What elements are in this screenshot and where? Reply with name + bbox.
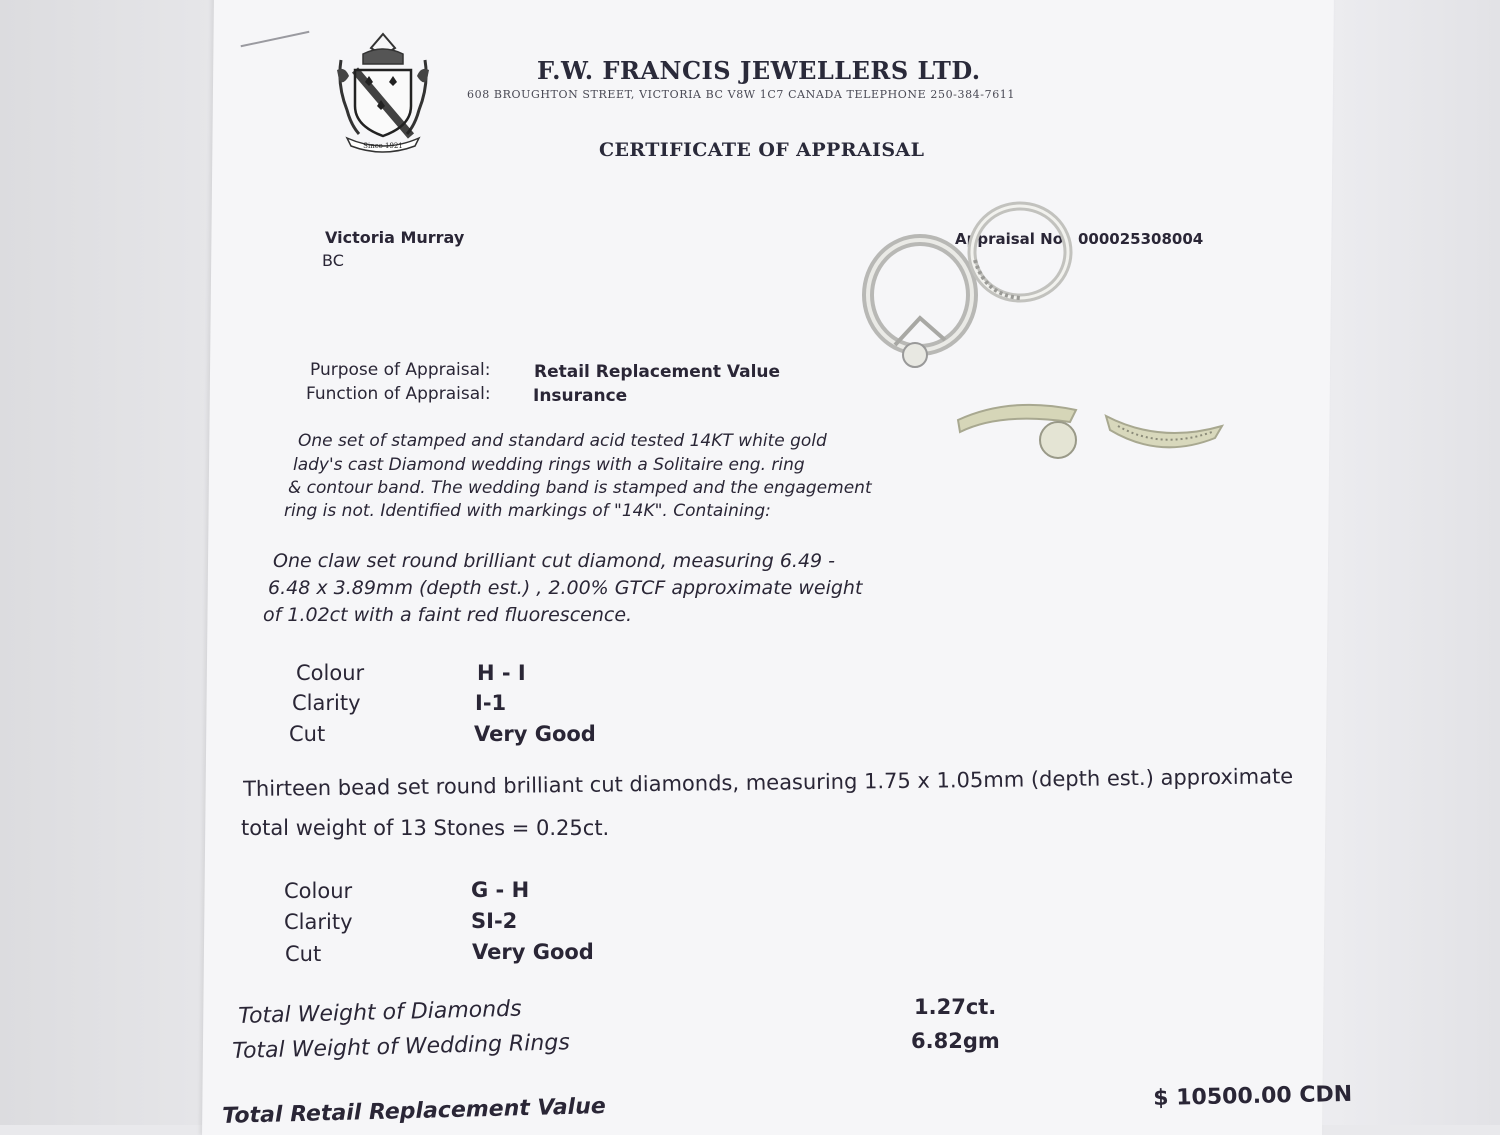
center-cut-value: Very Good bbox=[474, 722, 596, 746]
small-clarity-label: Clarity bbox=[284, 910, 353, 934]
client-name: Victoria Murray bbox=[325, 228, 465, 247]
small-cut-label: Cut bbox=[285, 942, 322, 966]
small-clarity-value: SI-2 bbox=[471, 909, 518, 933]
center-stone-line: of 1.02ct with a faint red fluorescence. bbox=[263, 604, 633, 626]
small-colour-label: Colour bbox=[284, 879, 353, 903]
center-clarity-label: Clarity bbox=[292, 691, 361, 715]
small-cut-value: Very Good bbox=[472, 940, 594, 964]
description-line: One set of stamped and standard acid tested 14KT white gold bbox=[298, 431, 827, 451]
total-rings-label: Total Weight of Wedding Rings bbox=[232, 1030, 571, 1064]
description-line: lady's cast Diamond wedding rings with a Solitaire eng. ring bbox=[293, 455, 805, 475]
description-line: ring is not. Identified with markings of "14K". Containing: bbox=[284, 501, 771, 521]
function-value: Insurance bbox=[533, 386, 628, 406]
company-address: 608 BROUGHTON STREET, VICTORIA BC V8W 1C7 CANADA TELEPHONE 250-384-7611 bbox=[467, 88, 1015, 101]
document-title: CERTIFICATE OF APPRAISAL bbox=[599, 139, 925, 161]
company-name: F.W. FRANCIS JEWELLERS LTD. bbox=[537, 56, 981, 85]
small-stones-line: Thirteen bead set round brilliant cut diamonds, measuring 1.75 x 1.05mm (depth est.) approximate bbox=[243, 764, 1294, 801]
small-stones-line: total weight of 13 Stones = 0.25ct. bbox=[241, 816, 610, 840]
total-replacement-label: Total Retail Replacement Value bbox=[222, 1093, 607, 1129]
center-clarity-value: I-1 bbox=[475, 691, 507, 715]
total-replacement-value: $ 10500.00 CDN bbox=[1153, 1081, 1353, 1111]
center-stone-line: One claw set round brilliant cut diamond, measuring 6.49 - bbox=[273, 550, 836, 572]
appraisal-number-value: 000025308004 bbox=[1078, 230, 1204, 248]
background-left bbox=[0, 0, 215, 1125]
purpose-value: Retail Replacement Value bbox=[534, 362, 781, 382]
center-colour-value: H - I bbox=[477, 661, 526, 685]
rings-photo bbox=[860, 200, 1230, 475]
purpose-label: Purpose of Appraisal: bbox=[310, 360, 491, 380]
center-colour-label: Colour bbox=[296, 661, 365, 685]
small-colour-value: G - H bbox=[471, 878, 530, 902]
total-rings-value: 6.82gm bbox=[911, 1029, 1000, 1053]
family-crest-icon bbox=[333, 30, 433, 155]
appraisal-number-label: Appraisal No: bbox=[955, 230, 1070, 248]
client-region: BC bbox=[322, 251, 344, 270]
center-cut-label: Cut bbox=[289, 722, 326, 746]
total-diamonds-label: Total Weight of Diamonds bbox=[238, 996, 522, 1029]
total-diamonds-value: 1.27ct. bbox=[914, 995, 997, 1019]
function-label: Function of Appraisal: bbox=[306, 384, 491, 404]
description-line: & contour band. The wedding band is stamped and the engagement bbox=[288, 478, 872, 498]
center-stone-line: 6.48 x 3.89mm (depth est.) , 2.00% GTCF approximate weight bbox=[268, 577, 863, 599]
crest-motto: Since 1921 bbox=[363, 142, 403, 150]
